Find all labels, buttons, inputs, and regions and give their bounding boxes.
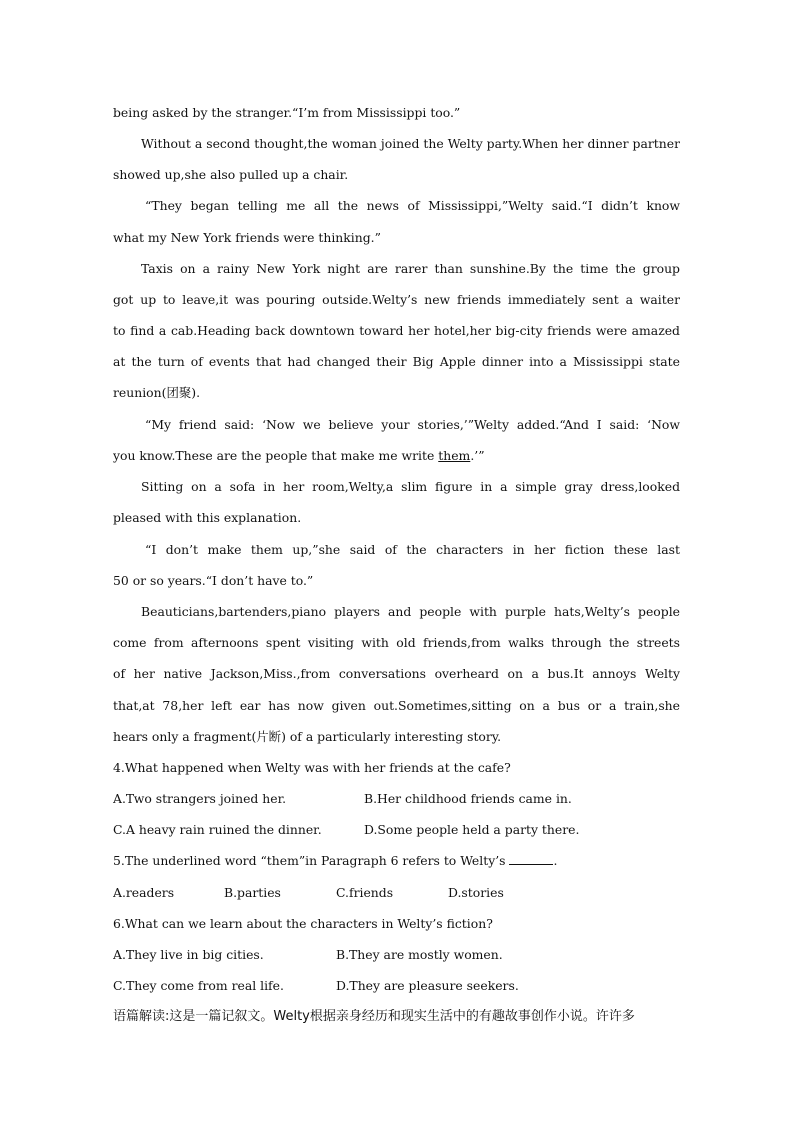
question-4-stem: 4.What happened when Welty was with her friends at the cafe?: [113, 760, 511, 775]
passage-text: .’”: [470, 448, 485, 463]
option-a[interactable]: A.They live in big cities.: [113, 947, 264, 962]
passage-line: hears only a fragment(片断) of a particularly interesting story.: [113, 729, 502, 744]
option-d[interactable]: D.Some people held a party there.: [364, 822, 580, 837]
passage-line: reunion(团聚).: [113, 385, 201, 400]
question-4-options-row: [113, 822, 680, 838]
passage-paragraph-start: Taxis on a rainy New York night are rarer than sunshine.By the time the group: [141, 261, 680, 276]
question-6-options-row: [113, 978, 680, 994]
passage-line: what my New York friends were thinking.”: [113, 230, 381, 245]
passage-line: showed up,she also pulled up a chair.: [113, 167, 349, 182]
question-4-options-row: [113, 791, 680, 807]
passage-paragraph-start: Beauticians,bartenders,piano players and people with purple hats,Welty’s people: [141, 604, 680, 619]
passage-paragraph-start: “They began telling me all the news of Mississippi,”Welty said.“I didn’t know: [145, 198, 680, 213]
option-d[interactable]: D.stories: [448, 885, 504, 900]
question-text: .: [553, 853, 558, 868]
question-6-options-row: [113, 947, 680, 963]
passage-paragraph-start: “I don’t make them up,”she said of the characters in her fiction these last: [145, 542, 680, 557]
answer-blank: [509, 853, 553, 865]
analysis-line: 语篇解读:这是一篇记叙文。Welty根据亲身经历和现实生活中的有趣故事创作小说。许许多: [113, 1009, 635, 1024]
passage-line: got up to leave,it was pouring outside.Welty’s new friends immediately sent a waiter: [113, 292, 680, 307]
passage-text: you know.These are the people that make me write: [113, 448, 439, 463]
passage-line: [113, 448, 680, 464]
underlined-word-them: them: [438, 448, 471, 463]
passage-line: being asked by the stranger.“I’m from Mississippi too.”: [113, 105, 461, 120]
option-c[interactable]: C.They come from real life.: [113, 978, 284, 993]
passage-paragraph-start: Without a second thought,the woman joined the Welty party.When her dinner partner: [141, 136, 680, 151]
passage-line: come from afternoons spent visiting with old friends,from walks through the streets: [113, 635, 680, 650]
passage-line: to find a cab.Heading back downtown toward her hotel,her big-city friends were amazed: [113, 323, 680, 338]
passage-line: of her native Jackson,Miss.,from conversations overheard on a bus.It annoys Welty: [113, 666, 680, 681]
question-5-options-row: [113, 885, 680, 901]
option-a[interactable]: A.readers: [113, 885, 175, 900]
passage-paragraph-start: “My friend said: ‘Now we believe your stories,’”Welty added.“And I said: ‘Now: [145, 417, 680, 432]
passage-line: that,at 78,her left ear has now given out.Sometimes,sitting on a bus or a train,she: [113, 698, 680, 713]
option-c[interactable]: C.A heavy rain ruined the dinner.: [113, 822, 322, 837]
option-b[interactable]: B.parties: [224, 885, 281, 900]
passage-line: at the turn of events that had changed their Big Apple dinner into a Mississippi state: [113, 354, 680, 369]
option-a[interactable]: A.Two strangers joined her.: [113, 791, 287, 806]
question-5-stem: [113, 853, 680, 869]
passage-paragraph-start: Sitting on a sofa in her room,Welty,a slim figure in a simple gray dress,looked: [141, 479, 680, 494]
option-b[interactable]: B.They are mostly women.: [336, 947, 503, 962]
passage-line: pleased with this explanation.: [113, 510, 302, 525]
option-d[interactable]: D.They are pleasure seekers.: [336, 978, 519, 993]
question-6-stem: 6.What can we learn about the characters in Welty’s fiction?: [113, 916, 493, 931]
option-c[interactable]: C.friends: [336, 885, 394, 900]
passage-line: 50 or so years.“I don’t have to.”: [113, 573, 314, 588]
option-b[interactable]: B.Her childhood friends came in.: [364, 791, 572, 806]
question-text: 5.The underlined word “them”in Paragraph 6 refers to Welty’s: [113, 853, 510, 868]
